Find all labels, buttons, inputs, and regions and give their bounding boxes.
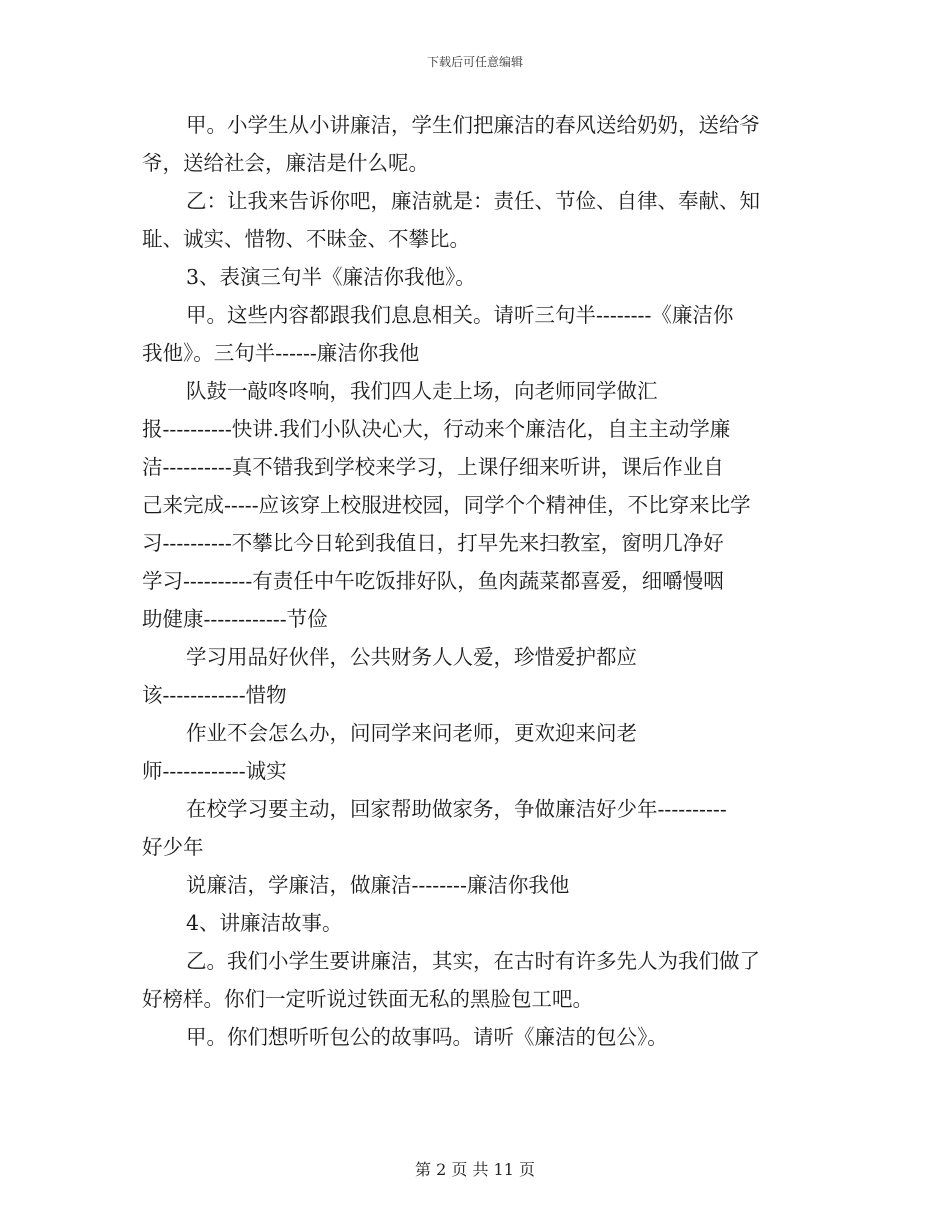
paragraph-line: 学习用品好伙伴，公共财务人人爱，珍惜爱护都应 — [186, 645, 637, 669]
paragraph-line: 助健康------------节俭 — [142, 607, 328, 631]
paragraph-line: 师------------诚实 — [142, 759, 287, 783]
paragraph-line: 报----------快讲.我们小队决心大，行动来个廉洁化，自主主动学廉 — [142, 417, 731, 441]
paragraph-line: 好榜样。你们一定听说过铁面无私的黑脸包工吧。 — [142, 987, 593, 1011]
paragraph-line: 耻、诚实、惜物、不昧金、不攀比。 — [142, 227, 470, 251]
paragraph-line: 该------------惜物 — [142, 683, 287, 707]
paragraph-line: 好少年 — [142, 835, 204, 859]
paragraph-line: 习----------不攀比今日轮到我值日，打早先来扫教室，窗明几净好 — [142, 531, 724, 555]
paragraph-line: 学习----------有责任中午吃饭排好队，鱼肉蔬菜都喜爱，细嚼慢咽 — [142, 569, 724, 593]
document-body — [142, 106, 804, 1056]
paragraph-line: 爷，送给社会，廉洁是什么呢。 — [142, 151, 429, 175]
section-heading: 3、表演三句半《廉洁你我他》。 — [186, 265, 476, 289]
paragraph-line: 作业不会怎么办，问同学来问老师，更欢迎来问老 — [186, 721, 637, 745]
paragraph-line: 在校学习要主动，回家帮助做家务，争做廉洁好少年---------- — [186, 797, 727, 821]
page-number-footer: 第 2 页 共 11 页 — [415, 1160, 535, 1179]
paragraph-line: 甲。你们想听听包公的故事吗。请听《廉洁的包公》。 — [186, 1025, 668, 1049]
header-note: 下载后可任意编辑 — [426, 55, 523, 69]
paragraph-line: 说廉洁，学廉洁，做廉洁--------廉洁你我他 — [186, 873, 570, 897]
paragraph-line: 我他》。三句半------廉洁你我他 — [142, 341, 420, 365]
section-heading: 4、讲廉洁故事。 — [186, 911, 343, 935]
paragraph-line: 乙。我们小学生要讲廉洁，其实，在古时有许多先人为我们做了 — [186, 949, 760, 973]
paragraph-line: 己来完成-----应该穿上校服进校园，同学个个精神佳，不比穿来比学 — [142, 493, 751, 517]
paragraph-line: 甲。这些内容都跟我们息息相关。请听三句半--------《廉洁你 — [186, 303, 734, 327]
paragraph-line: 队鼓一敲咚咚响，我们四人走上场，向老师同学做汇 — [186, 379, 658, 403]
paragraph-line: 洁----------真不错我到学校来学习，上课仔细来听讲，课后作业自 — [142, 455, 724, 479]
paragraph-line: 乙：让我来告诉你吧，廉洁就是：责任、节俭、自律、奉献、知 — [186, 189, 760, 213]
paragraph-line: 甲。小学生从小讲廉洁，学生们把廉洁的春风送给奶奶，送给爷 — [186, 113, 760, 137]
